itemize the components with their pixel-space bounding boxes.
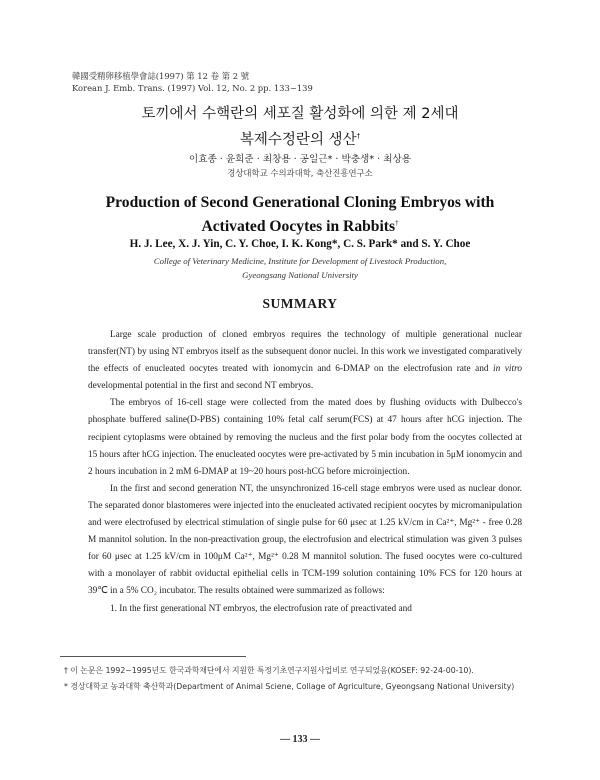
english-affiliation <box>0 254 600 282</box>
summary-body <box>88 327 522 618</box>
summary-paragraph: In the first and second generation NT, the unsynchronized 16-cell stage embryos were used as nuclear donor. The separated donor blastomeres were injected into the enucleated activated recipient oocytes by micromanipulation and were electrofused by electrical stimulation of single pulse for 60 μsec at 1.25 kV/cm in Ca²⁺, Mg²⁺ - free 0.28 M mannitol solution. In the non-preactivation group, the electrofusion and electrical stimulation was given 3 pulses for 60 μsec at 1.25 kV/cm in 100μM Ca²⁺, Mg²⁺ 0.28 M mannitol solution. The fused oocytes were co-cultured with a monolayer of rabbit oviductal epithelial cells in TCM-199 solution containing 10% FCS for 120 hours at 39℃ in a 5% CO₂ incubator. The results obtained were summarized as follows: <box>88 483 522 597</box>
funding-mark: † <box>356 132 361 140</box>
footnotes <box>64 665 524 696</box>
footnote-affiliation: * 경상대학교 농과대학 축산학과(Department of Animal Sciene, Collage of Agriculture, Gyeongsang National University) <box>64 681 515 691</box>
summary-paragraph: The embryos of 16-cell stage were collected from the mated does by flushing oviducts with Dulbecco's phosphate buffered saline(D-PBS) containing 10% fetal calf serum(FCS) at 47 hours after hCG injection. The recipient cytoplasms were obtained by removing the nucleus and the first polar body from the oocytes collected at 15 hours after hCG injection. The enucleated oocytes were pre-activated by 5 min incubation in 5μM ionomycin and 2 hours incubation in 2 mM 6-DMAP at 19~20 hours post-hCG before microinjection. <box>88 398 522 477</box>
footnote-divider <box>60 656 246 657</box>
summary-paragraph: 1. In the first generational NT embryos, the electrofusion rate of preactivated and <box>110 603 412 614</box>
korean-title <box>0 103 600 151</box>
english-funding-mark: † <box>395 219 399 227</box>
korean-authors: 이효종 · 윤희준 · 최창용 · 공일근* · 박충생* · 최상용 <box>188 154 412 165</box>
page-number: — 133 — <box>280 734 320 745</box>
summary-heading: SUMMARY <box>262 296 338 311</box>
journal-header <box>72 70 313 94</box>
korean-title-line-1: 토끼에서 수핵란의 세포질 활성화에 의한 제 2세대 <box>141 106 459 122</box>
english-affiliation-line-1: College of Veterinary Medicine, Institute for Development of Livestock Production, <box>153 256 447 266</box>
footnote-funding: † 이 논문은 1992~1995년도 한국과학재단에서 지원한 특정기초연구지원사업비로 연구되었음(KOSEF: 92-24-00-10). <box>64 666 474 675</box>
english-authors: H. J. Lee, X. J. Yin, C. Y. Choe, I. K. Kong*, C. S. Park* and S. Y. Choe <box>129 238 471 250</box>
korean-title-line-2: 복제수정란의 생산† <box>239 131 361 148</box>
english-title-line-1: Production of Second Generational Cloning Embryos with <box>105 194 495 211</box>
english-title <box>0 192 600 237</box>
korean-affiliation: 경상대학교 수의과대학, 축산진흥연구소 <box>227 168 373 178</box>
english-affiliation-line-2: Gyeongsang National University <box>242 270 358 280</box>
summary-paragraph: Large scale production of cloned embryos requires the technology of multiple generational nuclear transfer(NT) by using NT embryos itself as the subsequent donor nuclei. In this work we investigated comparatively the effects of enucleated oocytes treated with ionomycin and 6-DMAP on the electrofusion rate and in vitro developmental potential in the first and second NT embryos. <box>88 330 522 392</box>
journal-korean-citation: 韓國受精卵移植學會誌(1997) 第 12 卷 第 2 號 <box>72 71 250 81</box>
journal-english-citation: Korean J. Emb. Trans. (1997) Vol. 12, No. 2 pp. 133~139 <box>72 83 313 93</box>
english-title-line-2: Activated Oocytes in Rabbits† <box>201 218 399 236</box>
